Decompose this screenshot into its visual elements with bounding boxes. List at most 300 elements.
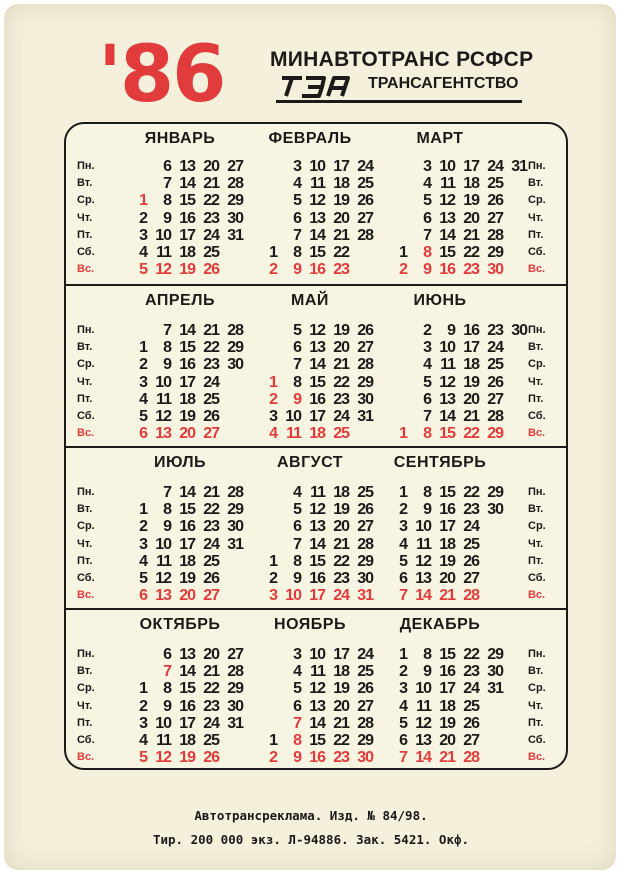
calendar-day: 7 [163, 663, 171, 681]
calendar-day: 5 [423, 192, 431, 210]
month-title: МАЙ [291, 292, 329, 309]
calendar-day: 26 [203, 749, 219, 767]
calendar-day: 4 [399, 697, 407, 715]
calendar-day: 23 [333, 570, 349, 587]
calendar-day: 17 [333, 646, 349, 663]
calendar-day: 9 [163, 697, 171, 715]
calendar-day: 23 [463, 501, 479, 519]
calendar-day: 18 [309, 425, 325, 443]
calendar-day: 2 [139, 697, 147, 715]
calendar-day: 10 [155, 535, 171, 553]
calendar-day: 5 [293, 192, 301, 210]
calendar-day: 23 [203, 697, 219, 715]
calendar-day: 17 [179, 714, 195, 732]
calendar-day: 5 [399, 714, 407, 732]
calendar-day: 28 [487, 226, 503, 244]
calendar-day: 26 [203, 408, 219, 425]
calendar-day: 11 [286, 425, 301, 443]
calendar-day: 28 [227, 322, 243, 339]
calendar-day: 1 [399, 646, 407, 663]
weekday-label: Пт. [77, 392, 93, 405]
calendar-day: 2 [139, 518, 147, 536]
calendar-day: 25 [203, 732, 219, 749]
calendar-day: 19 [439, 552, 455, 570]
calendar-day: 28 [487, 408, 503, 425]
calendar-day: 4 [139, 552, 147, 570]
calendar-day: 12 [439, 192, 455, 210]
footer-print-info: Тир. 200 000 экз. Л-94886. Зак. 5421. Окф. [152, 832, 470, 847]
calendar-day: 13 [309, 697, 325, 715]
calendar-day: 10 [155, 373, 171, 391]
calendar-day: 25 [463, 535, 479, 553]
calendar-day: 24 [487, 339, 503, 357]
calendar-day: 26 [357, 501, 373, 519]
calendar-day: 7 [423, 226, 431, 244]
calendar-day: 28 [227, 663, 243, 681]
calendar-day: 13 [155, 425, 171, 443]
calendar-day: 4 [139, 244, 147, 261]
calendar-day: 27 [357, 518, 373, 536]
calendar-day: 14 [309, 356, 325, 374]
calendar-day: 15 [309, 552, 325, 570]
calendar-day: 24 [463, 518, 479, 536]
calendar-day: 4 [139, 732, 147, 749]
calendar-day: 22 [203, 501, 219, 519]
calendar-day: 6 [293, 697, 301, 715]
weekday-label: Пт. [528, 716, 544, 729]
calendar-day: 16 [463, 322, 479, 339]
calendar-day: 6 [293, 518, 301, 536]
calendar-day: 9 [163, 518, 171, 536]
calendar-day: 21 [463, 226, 479, 244]
calendar-day: 19 [333, 322, 349, 339]
calendar-day: 18 [333, 175, 349, 193]
logo-letter-a [328, 78, 348, 96]
section-divider [64, 446, 568, 448]
weekday-label: Пт. [528, 228, 544, 241]
calendar-day: 13 [439, 390, 455, 408]
calendar-day: 7 [163, 484, 171, 501]
calendar-day: 22 [333, 552, 349, 570]
calendar-day: 6 [163, 158, 171, 175]
calendar-day: 24 [203, 226, 219, 244]
logo-underline [276, 100, 522, 103]
calendar-day: 29 [227, 339, 243, 357]
calendar-day: 27 [203, 425, 219, 443]
calendar-day: 14 [415, 587, 431, 605]
calendar-day: 28 [357, 356, 373, 374]
calendar-day: 5 [293, 501, 301, 519]
calendar-day: 16 [439, 261, 455, 279]
calendar-day: 27 [487, 209, 503, 227]
calendar-day: 22 [463, 646, 479, 663]
calendar-day: 12 [155, 408, 171, 425]
calendar-day: 1 [269, 244, 277, 261]
calendar-day: 26 [487, 192, 503, 210]
calendar-day: 10 [309, 646, 325, 663]
calendar-day: 5 [293, 680, 301, 698]
calendar-day: 11 [440, 356, 455, 374]
weekday-label: Ср. [77, 358, 95, 371]
calendar-day: 25 [357, 663, 373, 681]
calendar-day: 7 [399, 749, 407, 767]
calendar-day: 30 [357, 390, 373, 408]
calendar-day: 5 [423, 373, 431, 391]
calendar-day: 15 [309, 732, 325, 749]
calendar-day: 14 [439, 226, 455, 244]
calendar-day: 18 [439, 697, 455, 715]
year-label: '86 [98, 30, 225, 120]
calendar-day: 3 [139, 535, 147, 553]
calendar-day: 9 [423, 501, 431, 519]
calendar-day: 12 [439, 373, 455, 391]
month-title: АВГУСТ [276, 454, 344, 471]
calendar-day: 20 [203, 646, 219, 663]
calendar-day: 7 [163, 175, 171, 193]
calendar-day: 16 [179, 356, 195, 374]
calendar-day: 18 [333, 663, 349, 681]
weekday-label: Вт. [77, 341, 93, 354]
calendar-day: 18 [179, 390, 195, 408]
calendar-day: 23 [203, 209, 219, 227]
weekday-label: Пт. [77, 228, 93, 241]
calendar-day: 9 [293, 570, 301, 587]
calendar-day: 15 [309, 244, 325, 261]
calendar-day: 2 [399, 663, 407, 681]
calendar-day: 11 [156, 732, 171, 749]
calendar-day: 28 [357, 714, 373, 732]
weekday-labels [77, 484, 107, 604]
calendar-day: 31 [227, 714, 243, 732]
calendar-day: 1 [399, 244, 407, 261]
calendar-day: 4 [293, 175, 301, 193]
calendar-day: 16 [179, 697, 195, 715]
month-title: ИЮНЬ [413, 292, 467, 309]
calendar-day: 19 [179, 749, 195, 767]
ministry-title: МИНАВТОТРАНС РСФСР [270, 48, 534, 71]
calendar-day: 31 [487, 680, 503, 698]
calendar-day: 27 [463, 570, 479, 587]
calendar-day: 1 [269, 732, 277, 749]
calendar-day: 16 [179, 518, 195, 536]
calendar-day: 10 [439, 158, 455, 175]
calendar-day: 14 [179, 484, 195, 501]
calendar-day: 17 [309, 408, 325, 425]
calendar-day: 2 [269, 261, 277, 279]
calendar-day: 7 [293, 226, 301, 244]
calendar-day: 18 [333, 484, 349, 501]
calendar-day: 17 [179, 373, 195, 391]
weekday-labels [77, 322, 107, 442]
calendar-day: 25 [357, 175, 373, 193]
calendar-day: 23 [487, 322, 503, 339]
footer-publisher: Автотрансреклама. Изд. № 84/98. [194, 808, 428, 823]
calendar-day: 10 [155, 226, 171, 244]
weekday-label: Пн. [528, 486, 546, 498]
calendar-day: 4 [399, 535, 407, 553]
calendar-day: 20 [333, 518, 349, 536]
calendar-day: 21 [439, 749, 455, 767]
calendar-day: 20 [333, 209, 349, 227]
calendar-day: 28 [227, 484, 243, 501]
calendar-day: 10 [155, 714, 171, 732]
weekday-label: Сб. [528, 733, 546, 746]
calendar-day: 25 [463, 697, 479, 715]
weekday-label: Вс. [528, 751, 546, 764]
weekday-label: Вт. [528, 503, 544, 516]
weekday-label: Чт. [77, 211, 93, 224]
calendar-day: 23 [333, 749, 349, 767]
calendar-day: 12 [309, 501, 325, 519]
calendar-day: 9 [423, 261, 431, 279]
calendar-day: 26 [203, 570, 219, 587]
calendar-day: 24 [203, 535, 219, 553]
calendar-day: 30 [487, 663, 503, 681]
calendar-day: 14 [309, 714, 325, 732]
calendar-day: 14 [179, 322, 195, 339]
calendar-day: 5 [293, 322, 301, 339]
calendar-day: 27 [487, 390, 503, 408]
calendar-day: 4 [293, 484, 301, 501]
weekday-label: Сб. [77, 409, 95, 422]
calendar-day: 21 [463, 408, 479, 425]
calendar-day: 30 [227, 356, 243, 374]
calendar-day: 28 [227, 175, 243, 193]
calendar-day: 12 [309, 680, 325, 698]
calendar-day: 11 [416, 535, 431, 553]
calendar-day: 20 [439, 732, 455, 749]
calendar-day: 14 [179, 663, 195, 681]
calendar-day: 6 [293, 209, 301, 227]
calendar-day: 6 [399, 570, 407, 587]
calendar-day: 2 [399, 501, 407, 519]
calendar-day: 24 [333, 587, 349, 605]
calendar-day: 25 [487, 175, 503, 193]
calendar-day: 24 [463, 680, 479, 698]
weekday-label: Чт. [528, 211, 544, 224]
calendar-day: 18 [439, 535, 455, 553]
calendar-day: 13 [155, 587, 171, 605]
weekday-label: Вс. [77, 751, 95, 764]
calendar-day: 29 [357, 732, 373, 749]
calendar-day: 3 [423, 339, 431, 357]
calendar-day: 6 [139, 587, 147, 605]
calendar-day: 6 [293, 339, 301, 357]
calendar-day: 27 [357, 209, 373, 227]
calendar-day: 1 [399, 425, 407, 443]
calendar-day: 23 [203, 518, 219, 536]
calendar-day: 19 [463, 373, 479, 391]
month-title: ИЮЛЬ [153, 454, 207, 471]
calendar-day: 18 [463, 356, 479, 374]
weekday-label: Ср. [528, 520, 546, 533]
weekday-label: Чт. [528, 375, 544, 388]
calendar-day: 15 [439, 425, 455, 443]
section-divider [64, 284, 568, 286]
calendar-day: 28 [357, 226, 373, 244]
calendar-day: 9 [163, 209, 171, 227]
calendar-day: 11 [416, 697, 431, 715]
calendar-day: 15 [179, 339, 195, 357]
calendar-day: 2 [423, 322, 431, 339]
calendar-day: 27 [357, 697, 373, 715]
calendar-day: 22 [333, 732, 349, 749]
calendar-day: 3 [269, 587, 277, 605]
calendar-day: 8 [293, 552, 301, 570]
calendar-day: 5 [139, 570, 147, 587]
calendar-day: 16 [439, 501, 455, 519]
calendar-day: 13 [415, 570, 431, 587]
calendar-day: 25 [203, 552, 219, 570]
calendar-day: 31 [227, 226, 243, 244]
month-title: НОЯБРЬ [274, 616, 346, 633]
calendar-day: 6 [139, 425, 147, 443]
calendar-day: 8 [163, 192, 171, 210]
weekday-labels [528, 158, 558, 278]
agency-logo [276, 74, 356, 100]
weekday-label: Пн. [77, 324, 95, 336]
calendar-day: 18 [179, 552, 195, 570]
calendar-day: 10 [439, 339, 455, 357]
calendar-day: 3 [269, 408, 277, 425]
weekday-label: Вс. [77, 427, 95, 440]
calendar-day: 9 [423, 663, 431, 681]
calendar-day: 3 [293, 158, 301, 175]
weekday-label: Вт. [77, 665, 93, 678]
month-title: СЕНТЯБРЬ [393, 454, 487, 471]
calendar-day: 12 [309, 192, 325, 210]
weekday-label: Чт. [77, 375, 93, 388]
calendar-day: 13 [415, 732, 431, 749]
calendar-day: 17 [463, 158, 479, 175]
calendar-day: 29 [487, 244, 503, 261]
calendar-day: 31 [357, 408, 373, 425]
calendar-day: 7 [163, 322, 171, 339]
calendar-day: 20 [439, 570, 455, 587]
calendar-day: 29 [227, 192, 243, 210]
calendar-day: 23 [333, 390, 349, 408]
weekday-label: Пт. [77, 554, 93, 567]
calendar-day: 8 [423, 484, 431, 501]
calendar-day: 29 [487, 646, 503, 663]
calendar-day: 23 [463, 663, 479, 681]
calendar-day: 13 [439, 209, 455, 227]
calendar-day: 29 [227, 680, 243, 698]
calendar-day: 15 [439, 244, 455, 261]
calendar-day: 1 [139, 501, 147, 519]
calendar-day: 2 [269, 749, 277, 767]
calendar-day: 23 [463, 261, 479, 279]
calendar-day: 29 [487, 484, 503, 501]
calendar-day: 21 [203, 663, 219, 681]
calendar-day: 22 [463, 425, 479, 443]
calendar-day: 9 [293, 390, 301, 408]
calendar-day: 14 [415, 749, 431, 767]
calendar-day: 18 [179, 244, 195, 261]
calendar-day: 15 [179, 501, 195, 519]
calendar-day: 12 [415, 714, 431, 732]
calendar-day: 4 [423, 356, 431, 374]
calendar-day: 11 [156, 552, 171, 570]
calendar-day: 3 [139, 714, 147, 732]
calendar-day: 9 [293, 749, 301, 767]
calendar-day: 20 [179, 587, 195, 605]
calendar-day: 2 [139, 356, 147, 374]
calendar-day: 1 [139, 192, 147, 210]
calendar-day: 22 [463, 484, 479, 501]
weekday-label: Пн. [528, 160, 546, 172]
calendar-day: 3 [399, 518, 407, 536]
calendar-day: 2 [399, 261, 407, 279]
calendar-day: 8 [423, 244, 431, 261]
calendar-day: 8 [163, 680, 171, 698]
calendar-day: 8 [163, 339, 171, 357]
calendar-day: 4 [423, 175, 431, 193]
calendar-day: 12 [155, 749, 171, 767]
calendar-day: 25 [203, 390, 219, 408]
calendar-day: 14 [309, 535, 325, 553]
calendar-day: 19 [333, 680, 349, 698]
weekday-labels [77, 158, 107, 278]
weekday-label: Пн. [77, 648, 95, 660]
calendar-day: 19 [179, 408, 195, 425]
calendar-day: 13 [309, 518, 325, 536]
calendar-day: 10 [285, 587, 301, 605]
calendar-day: 30 [357, 749, 373, 767]
weekday-labels [528, 484, 558, 604]
calendar-day: 30 [487, 261, 503, 279]
calendar-day: 19 [333, 501, 349, 519]
calendar-day: 3 [399, 680, 407, 698]
weekday-label: Вс. [77, 589, 95, 602]
calendar-day: 18 [179, 732, 195, 749]
calendar-day: 17 [439, 680, 455, 698]
calendar-day: 14 [309, 226, 325, 244]
calendar-day: 26 [357, 680, 373, 698]
calendar-day: 4 [293, 663, 301, 681]
calendar-day: 20 [463, 390, 479, 408]
calendar-day: 11 [310, 484, 325, 501]
weekday-label: Пн. [77, 486, 95, 498]
calendar-day: 17 [439, 518, 455, 536]
calendar-day: 17 [179, 226, 195, 244]
weekday-label: Сб. [528, 571, 546, 584]
calendar-day: 27 [357, 339, 373, 357]
calendar-day: 10 [415, 518, 431, 536]
calendar-day: 25 [203, 244, 219, 261]
calendar-day: 11 [440, 175, 455, 193]
calendar-day: 29 [357, 552, 373, 570]
month-title: МАРТ [416, 130, 464, 147]
calendar-day: 19 [179, 570, 195, 587]
calendar-day: 24 [357, 158, 373, 175]
calendar-day: 19 [179, 261, 195, 279]
calendar-day: 8 [423, 646, 431, 663]
calendar-day: 23 [203, 356, 219, 374]
weekday-label: Ср. [77, 682, 95, 695]
weekday-label: Пт. [528, 554, 544, 567]
weekday-label: Сб. [77, 733, 95, 746]
calendar-day: 16 [309, 261, 325, 279]
month-title: ЯНВАРЬ [144, 130, 216, 147]
calendar-day: 6 [399, 732, 407, 749]
weekday-label: Чт. [77, 699, 93, 712]
weekday-label: Ср. [77, 194, 95, 207]
calendar-day: 19 [439, 714, 455, 732]
weekday-label: Пт. [528, 392, 544, 405]
calendar-day: 12 [155, 570, 171, 587]
calendar-day: 4 [269, 425, 277, 443]
